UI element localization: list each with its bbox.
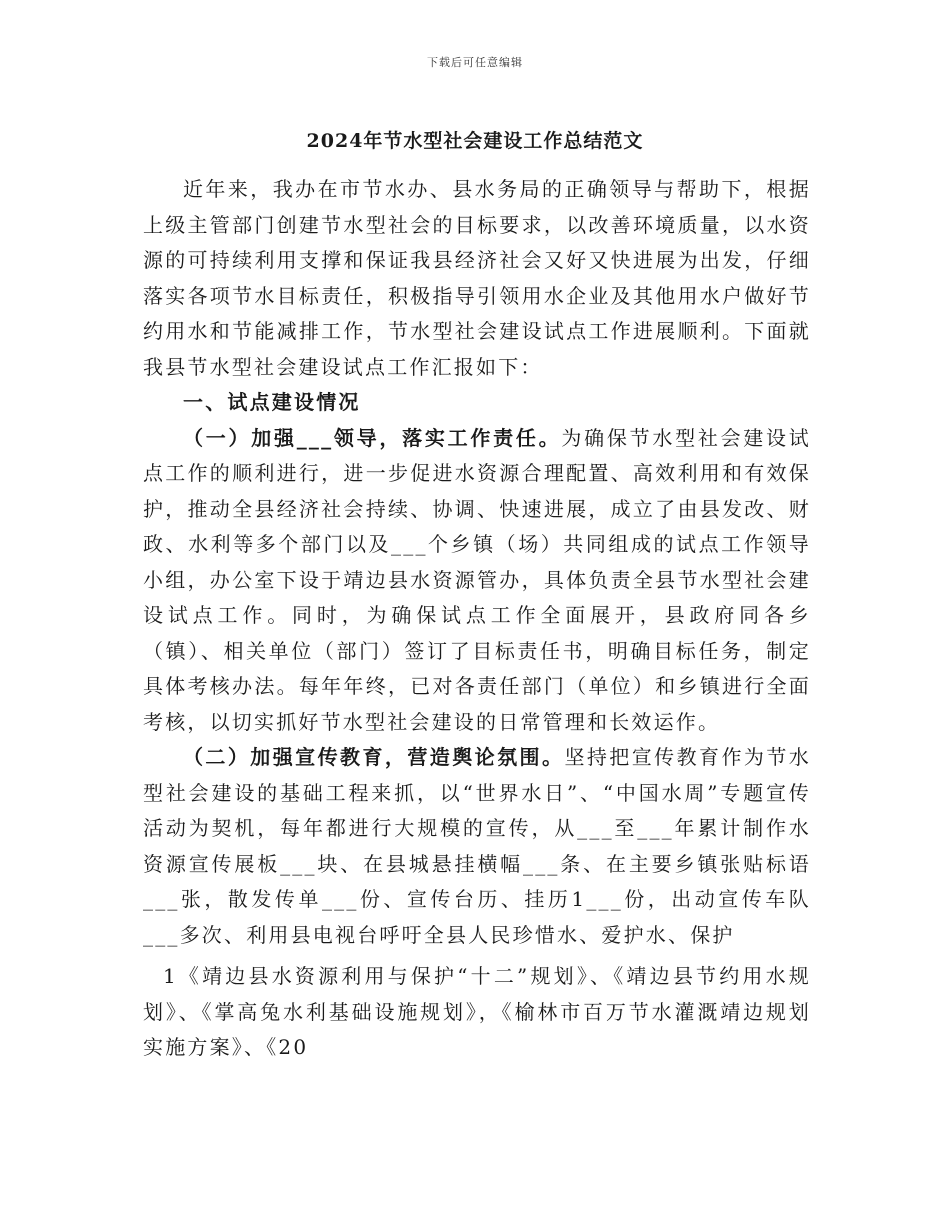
paragraph-2: [143, 740, 811, 953]
footnote: 1《靖边县水资源利用与保护“十二”规划》、《靖边县节约用水规划》、《掌高兔水利基础设施规划》，《榆林市百万节水灌溉靖边规划实施方案》、《20: [143, 964, 811, 1059]
paragraph-2-body: 坚持把宣传教育作为节水型社会建设的基础工程来抓，以“世界水日”、“中国水周”专题宣传活动为契机，每年都进行大规模的宣传，从___至___年累计制作水资源宣传展板___块、在县城悬挂横幅___条、在主要乡镇张贴标语___张，散发传单___份、宣传台历、挂历1___份，出动宣传车队___多次、利用县电视台呼吁全县人民珍惜水、爱护水、保护: [143, 745, 812, 947]
paragraph-1-body: 为确保节水型社会建设试点工作的顺利进行，进一步促进水资源合理配置、高效利用和有效保护，推动全县经济社会持续、协调、快速进展，成立了由县发改、财政、水利等多个部门以及___个乡镇（场）共同组成的试点工作领导小组，办公室下设于靖边县水资源管办，具体负责全县节水型社会建设试点工作。同时，为确保试点工作全面展开，县政府同各乡（镇）、相关单位（部门）签订了目标责任书，明确目标任务，制定具体考核办法。每年年终，已对各责任部门（单位）和乡镇进行全面考核，以切实抓好节水型社会建设的日常管理和长效运作。: [143, 425, 812, 734]
paragraph-1: [143, 421, 811, 741]
paragraph-2-lead: （二）加强宣传教育，营造舆论氛围。: [183, 745, 565, 769]
header-note: 下载后可任意编辑: [427, 56, 523, 69]
document-title: 2024年节水型社会建设工作总结范文: [306, 130, 644, 152]
document-body: [143, 172, 811, 1066]
paragraph-1-lead: （一）加强___领导，落实工作责任。: [183, 425, 562, 450]
intro-paragraph: 近年来，我办在市节水办、县水务局的正确领导与帮助下，根据上级主管部门创建节水型社会的目标要求，以改善环境质量，以水资源的可持续利用支撑和保证我县经济社会又好又快进展为出发，仔细落实各项节水目标责任，积极指导引领用水企业及其他用水户做好节约用水和节能减排工作，节水型社会建设试点工作进展顺利。下面就我县节水型社会建设试点工作汇报如下：: [143, 177, 811, 379]
section-heading: 一、试点建设情况: [183, 390, 361, 414]
